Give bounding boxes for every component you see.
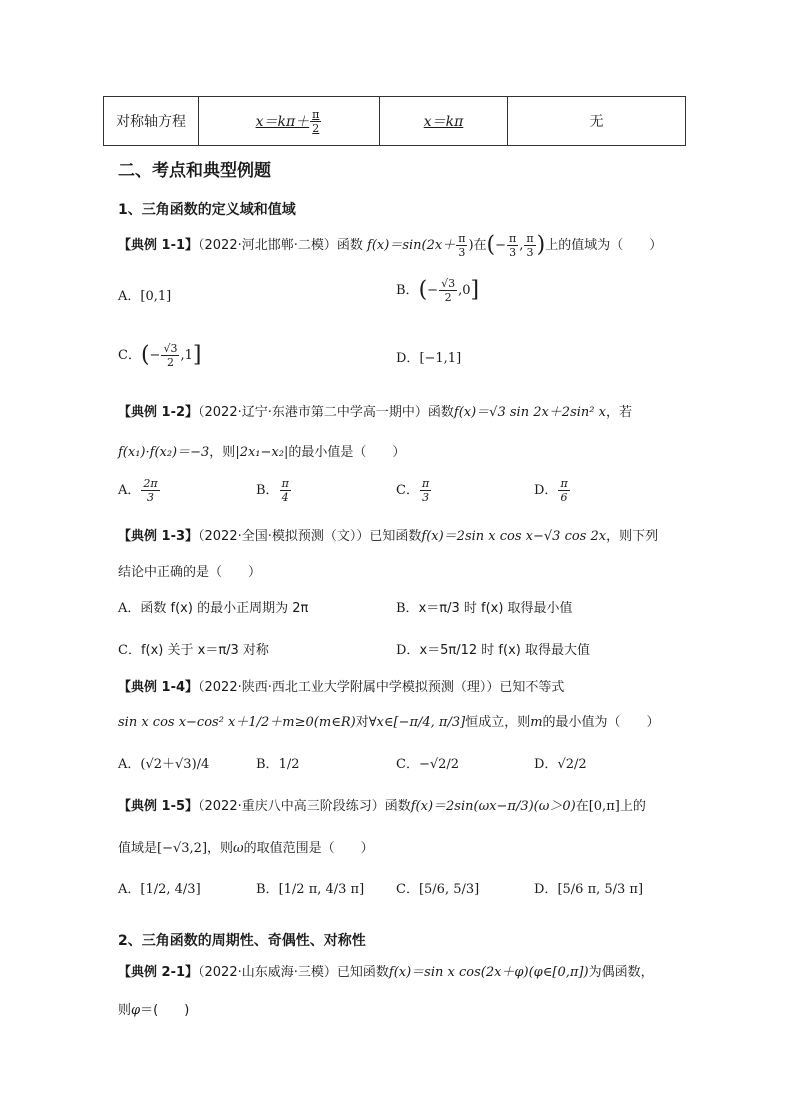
frac-den: 2 [312,121,320,135]
option-value: −√2/2 [418,757,460,772]
option-value: 1/2 [278,757,300,772]
stem-text: 值域是 [118,841,158,856]
variable: ω [233,841,244,856]
option-c[interactable] [118,343,201,368]
stem-text: 的最小值是（ ） [288,445,406,460]
option-label: B． [396,283,419,298]
option-label: B． [256,882,279,897]
option-value: $\frac{\pi}{3}$ [421,477,430,504]
stem-text: 上的 [619,799,646,814]
func-close: ) [468,238,474,253]
option-label: D． [534,757,558,772]
range-expression: [−√3,2] [157,841,208,856]
topic-title-2: 2、三角函数的周期性、奇偶性、对称性 [118,933,366,949]
option-value: (√2＋√3)/4 [140,757,210,772]
table-cell-sin-axis [199,97,380,145]
condition-expression: f(x₁)·f(x₂)＝−3 [118,445,210,460]
example-source: （2022·河北邯郸·二模） [198,238,337,253]
stem-text: 在 [575,799,589,814]
option-label: A． [118,882,141,897]
option-value: [−1,1] [419,351,462,366]
example-1-3-stem [118,525,658,544]
option-value: f(x) 关于 x＝π/3 对称 [140,643,269,658]
option-c[interactable] [396,878,479,897]
option-value: x＝5π/12 时 f(x) 取得最大值 [419,643,590,658]
table-row-label: 对称轴方程 [104,97,199,145]
option-label: D． [396,643,420,658]
stem-text: 上的值域为（ ） [545,238,663,253]
example-tag: 【典例 1-5】 [118,799,199,814]
example-source: （2022·陕西·西北工业大学附属中学模拟预测（理）） [198,680,500,695]
stem-text: 在 [473,238,487,253]
option-b[interactable] [256,478,292,503]
stem-text: ，则 [207,841,234,856]
option-label: A． [118,289,141,304]
section-title: 二、考点和典型例题 [118,161,271,181]
example-source: （2022·全国·模拟预测（文）） [198,529,370,544]
option-a[interactable] [118,478,161,503]
example-tag: 【典例 1-3】 [118,529,199,544]
option-d[interactable] [396,639,590,658]
stem-text: 已知不等式 [499,680,565,695]
option-label: C． [118,643,141,658]
example-1-1-stem [118,233,662,259]
option-value: [5/6 π, 5/3 π] [557,882,644,897]
table-cell-tan-axis: 无 [589,114,604,130]
function-expression: f(x)＝sin(2x＋ [367,238,456,253]
stem-text: 已知函数 [336,965,389,980]
option-value: [5/6, 5/3] [418,882,480,897]
option-label: D． [534,483,558,498]
option-label: C． [396,483,419,498]
option-b[interactable] [396,597,573,616]
stem-text: 恒成立，则 [465,715,531,730]
example-1-4-stem [118,676,564,695]
variable: φ [131,1003,141,1018]
target-expression: |2x₁−x₂| [235,445,289,460]
option-a[interactable] [118,878,201,897]
function-expression: f(x)＝sin x cos(2x＋φ)(φ∈[0,π]) [388,965,589,980]
stem-text: ，若 [605,405,632,420]
option-label: D． [534,882,558,897]
stem-text: 函数 [427,405,454,420]
variable: m [530,715,543,730]
option-b[interactable] [256,753,299,772]
option-value: √2/2 [557,757,587,772]
frac-num: π [312,107,320,121]
example-1-5-stem [118,795,646,814]
example-1-3-stem-line2: 结论中正确的是（ ） [118,565,262,580]
example-tag: 【典例 1-1】 [118,238,199,253]
option-value: [0,1] [140,289,172,304]
interval-expression: [0,π] [588,799,620,814]
option-value: [1/2, 4/3] [140,882,201,897]
option-label: C． [118,348,141,363]
option-b[interactable] [396,278,479,303]
option-d[interactable] [534,878,643,897]
option-value: (− $\frac{√3}{2}$ ,0] [418,277,480,304]
option-d[interactable] [534,753,587,772]
option-c[interactable] [396,478,432,503]
stem-text: 对 [355,715,369,730]
option-value: $\frac{\pi}{4}$ [281,477,289,504]
option-value: $\frac{2\pi}{3}$ [143,477,158,504]
example-tag: 【典例 1-2】 [118,405,199,420]
option-value: [1/2 π, 4/3 π] [278,882,365,897]
topic-title-1: 1、三角函数的定义域和值域 [118,202,296,218]
option-c[interactable] [396,753,459,772]
option-label: A． [118,483,141,498]
example-2-1-stem-line2 [118,999,189,1018]
function-expression: f(x)＝2sin(ωx−π/3)(ω＞0) [410,799,576,814]
sin-axis-fraction [310,109,321,134]
example-1-2-stem [118,401,632,420]
option-d[interactable] [396,347,461,366]
option-b[interactable] [256,878,364,897]
stem-text: 函数 [336,238,363,253]
function-expression: f(x)＝√3 sin 2x＋2sin² x [453,405,606,420]
option-label: C． [396,882,419,897]
example-1-5-stem-line2 [118,837,374,856]
stem-text: 函数 [384,799,411,814]
symmetry-axis-table [103,96,686,146]
option-value: x＝π/3 时 f(x) 取得最小值 [418,601,573,616]
stem-text: ，则下列 [606,529,659,544]
option-value: (− $\frac{√3}{2}$ ,1] [140,342,202,369]
option-label: D． [396,351,420,366]
pi-over-3: $\frac{\pi}{3}$ [458,232,466,259]
stem-text: 已知函数 [369,529,422,544]
stem-text: 则 [118,1003,132,1018]
option-label: B． [396,601,419,616]
example-source: （2022·辽宁·东港市第二中学高一期中） [198,405,428,420]
sin-axis-text: x＝kπ＋ [255,114,310,130]
option-label: B． [256,757,279,772]
option-label: A． [118,601,141,616]
option-value: 函数 f(x) 的最小正周期为 2π [140,601,309,616]
stem-text: 的取值范围是（ ） [243,841,374,856]
stem-text: 为偶函数， [588,965,654,980]
example-1-4-stem-line2 [118,711,660,730]
option-a[interactable] [118,285,171,304]
stem-text: ，则 [209,445,236,460]
example-tag: 【典例 1-4】 [118,680,199,695]
function-expression: f(x)＝2sin x cos x−√3 cos 2x [421,529,607,544]
option-label: A． [118,757,141,772]
domain-expression: ∀x∈[−π/4, π/3] [368,715,466,730]
stem-text: 的最小值为（ ） [542,715,660,730]
option-d[interactable] [534,478,571,503]
stem-text: ＝( ) [140,1003,190,1018]
example-tag: 【典例 2-1】 [118,965,199,980]
example-2-1-stem [118,961,654,980]
example-source: （2022·山东威海·三模） [198,965,337,980]
option-label: C． [396,757,419,772]
example-1-2-stem-line2 [118,441,405,460]
option-a[interactable] [118,597,308,616]
option-a[interactable] [118,753,209,772]
table-cell-cos-axis: x＝kπ [380,97,508,145]
option-c[interactable] [118,639,269,658]
option-value: $\frac{\pi}{6}$ [560,477,568,504]
inequality-expression: sin x cos x−cos² x＋1/2＋m≥0(m∈R) [118,715,356,730]
interval-expression: (− $\frac{\pi}{3}$ , $\frac{\pi}{3}$ ) [486,232,546,259]
example-source: （2022·重庆八中高三阶段练习） [198,799,385,814]
option-label: B． [256,483,279,498]
